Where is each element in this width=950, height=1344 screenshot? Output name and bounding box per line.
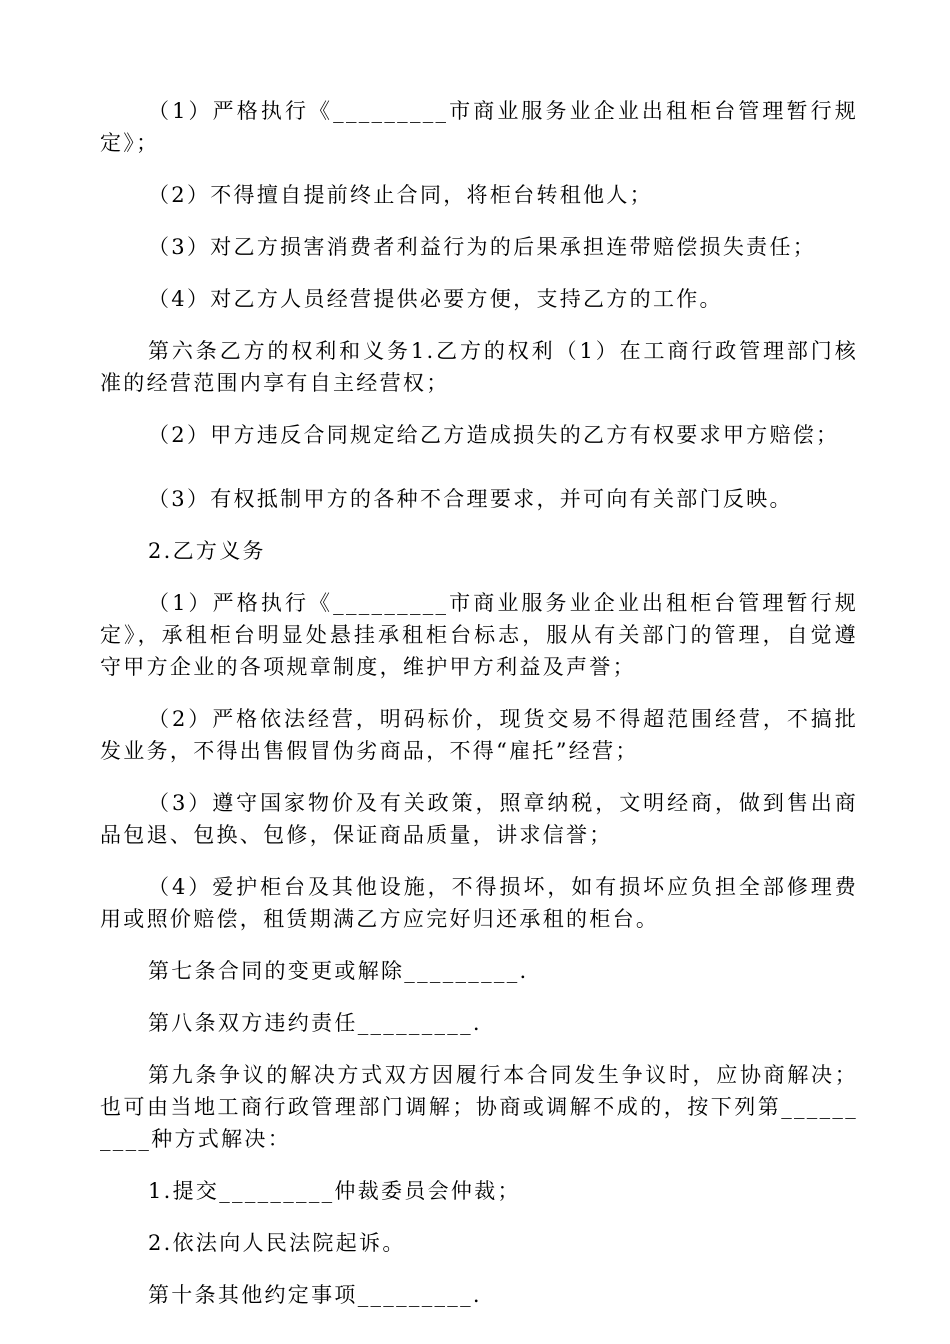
paragraph-lessor-duty-2: （2）不得擅自提前终止合同，将柜台转租他人； — [148, 183, 653, 207]
paragraph-article-6: 第六条乙方的权利和义务1.乙方的权利（1）在工商行政管理部门核准的经营范围内享有自主经营权； — [100, 339, 858, 395]
paragraph-lessee-right-2: （2）甲方违反合同规定给乙方造成损失的乙方有权要求甲方赔偿； — [148, 423, 840, 447]
paragraph-lessee-duty-1: （1）严格执行《_________市商业服务业企业出租柜台管理暂行规定》，承租柜台明显处悬挂承租柜台标志，服从有关部门的管理，自觉遵守甲方企业的各项规章制度，维护甲方利益及声誉； — [100, 591, 858, 679]
paragraph-lessee-duty-4: （4）爱护柜台及其他设施，不得损坏，如有损坏应负担全部修理费用或照价赔偿，租赁期满乙方应完好归还承租的柜台。 — [100, 875, 858, 931]
paragraph-dispute-option-2: 2.依法向人民法院起诉。 — [148, 1231, 406, 1255]
paragraph-article-10: 第十条其他约定事项_________. — [148, 1283, 482, 1307]
paragraph-lessor-duty-4: （4）对乙方人员经营提供必要方便，支持乙方的工作。 — [148, 287, 723, 311]
paragraph-lessee-duty-3: （3）遵守国家物价及有关政策，照章纳税，文明经商，做到售出商品包退、包换、包修，保证商品质量，讲求信誉； — [100, 791, 858, 847]
paragraph-lessee-right-3: （3）有权抵制甲方的各种不合理要求，并可向有关部门反映。 — [148, 487, 793, 511]
paragraph-lessor-duty-1: （1）严格执行《_________市商业服务业企业出租柜台管理暂行规定》； — [100, 99, 858, 155]
paragraph-lessee-duties-heading: 2.乙方义务 — [148, 539, 266, 563]
paragraph-lessee-duty-2: （2）严格依法经营，明码标价，现货交易不得超范围经营，不搞批发业务，不得出售假冒伪劣商品，不得“雇托”经营； — [100, 707, 858, 763]
paragraph-article-7: 第七条合同的变更或解除_________. — [148, 959, 529, 983]
paragraph-dispute-option-1: 1.提交_________仲裁委员会仲裁； — [148, 1179, 521, 1203]
paragraph-lessor-duty-3: （3）对乙方损害消费者利益行为的后果承担连带赔偿损失责任； — [148, 235, 817, 259]
paragraph-article-9: 第九条争议的解决方式双方因履行本合同发生争议时，应协商解决；也可由当地工商行政管理部门调解；协商或调解不成的，按下列第__________种方式解决： — [100, 1063, 858, 1151]
paragraph-article-8: 第八条双方违约责任_________. — [148, 1011, 482, 1035]
